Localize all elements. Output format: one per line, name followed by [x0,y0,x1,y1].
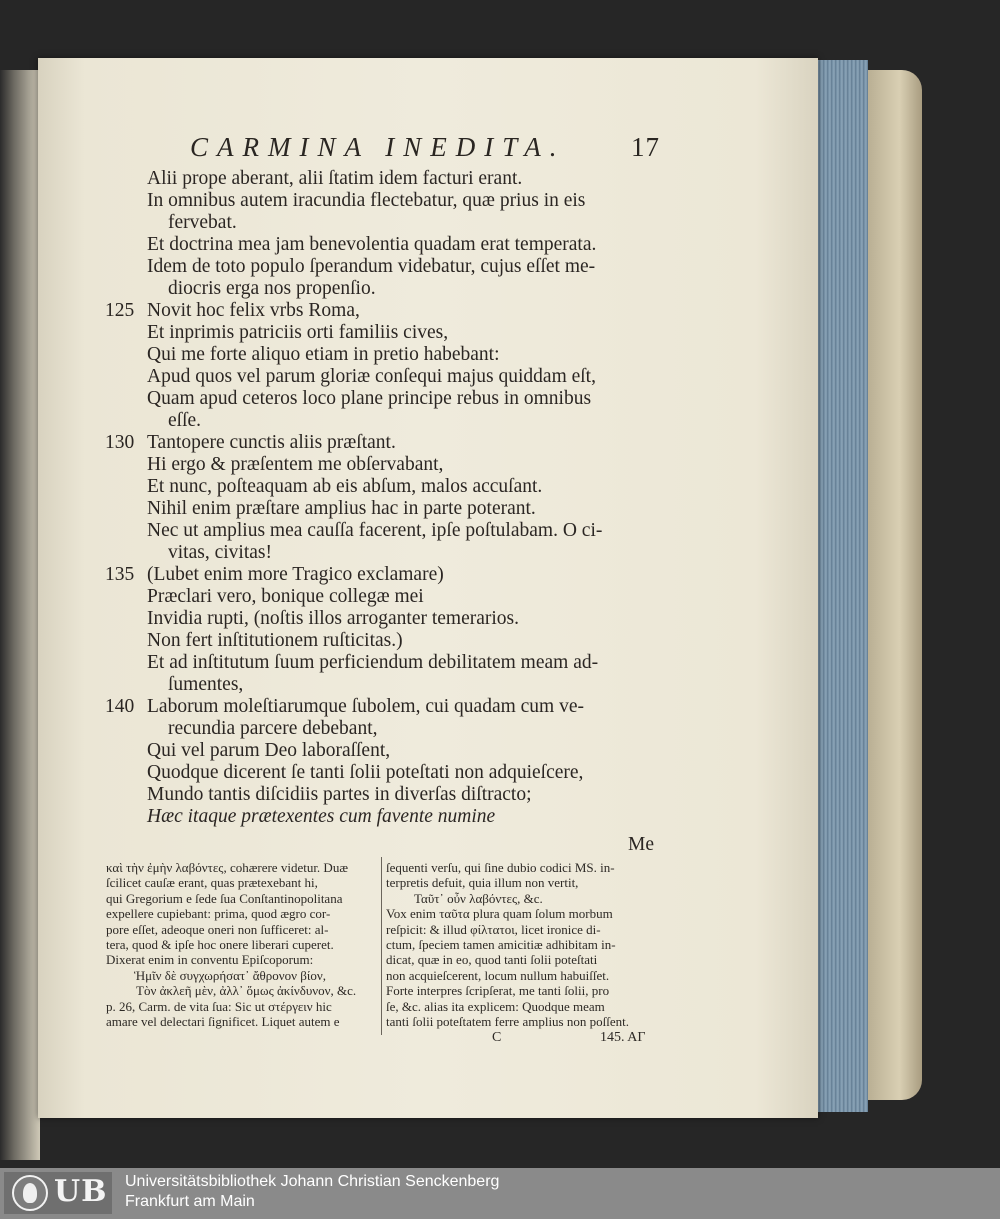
verse-line [105,234,665,256]
footnote-line: ctum, ſpeciem tamen amicitiæ adhibitam in- [386,936,616,952]
verse-text-line: diocris erga nos propenſio. [168,278,376,299]
verse-line [105,762,665,784]
verse-text-line: (Lubet enim more Tragico exclamare) [147,564,444,585]
verse-line [105,806,665,828]
catchword: Me [628,834,654,855]
footnote-line: terpretis defuit, quia illum non vertit, [386,875,579,891]
footnote-line: Vox enim ταῦτα plura quam ſolum morbum [386,906,613,922]
footnote-line: Forte interpres ſcripſerat, me tanti ſolii, pro [386,983,610,999]
verse-text-line: Et ad inſtitutum ſuum perficiendum debilitatem meam ad- [147,652,599,673]
footnote-line: ſcilicet cauſæ erant, quas prætexebant hi, [106,875,318,891]
verse-line [105,586,665,608]
library-name [125,1172,499,1212]
verse-text-line: Alii prope aberant, alii ſtatim idem facturi erant. [147,168,523,189]
verse-text-line: Et inprimis patriciis orti familiis cives, [147,322,449,343]
verse-line [105,652,665,674]
verse-text-line: Hæc itaque prætexentes cum favente numine [147,806,496,827]
verse-number: 125 [105,300,135,321]
verse-line [105,190,665,212]
verse-text-line: Hi ergo & præſentem me obſervabant, [147,454,444,475]
footnote-line: ſe, &c. alias ita explicem: Quodque meam [386,998,605,1014]
verse-line [105,784,665,806]
seal-icon [12,1175,48,1211]
logo-text: UB [54,1174,108,1209]
footnote-line: pore eſſet, adeoque oneri non ſufficeret: al- [106,921,329,937]
verse-line [105,344,665,366]
verse-text-line: Qui vel parum Deo laboraſſent, [147,740,391,761]
signature-mark: C [492,1030,502,1045]
verse-line [105,388,665,410]
verse-line [105,410,665,432]
verse-line [105,322,665,344]
footnote-line: dicat, quæ in eo, quod tanti ſolii poteſtati [386,952,598,968]
library-footer [0,1168,1000,1219]
verse-text-line: Laborum moleſtiarumque ſubolem, cui quadam cum ve- [147,696,584,717]
verse-text-line: Quam apud ceteros loco plane principe rebus in omnibus [147,388,592,409]
verse-line [105,432,665,454]
verse-number: 140 [105,696,135,717]
footnote-line: ſequenti verſu, qui ſine dubio codici MS. in- [386,860,615,875]
verse-text-line: Apud quos vel parum gloriæ conſequi majus quiddam eſt, [147,366,596,387]
running-header [190,132,660,164]
footnote-line: καὶ τὴν ἐμὴν λαβόντες, cohærere videtur. Duæ [106,860,348,875]
library-name-line1: Universitätsbibliothek Johann Christian Senckenberg [125,1173,500,1190]
verse-line [105,168,665,190]
verse-text-line: Præclari vero, bonique collegæ mei [147,586,424,607]
verse-line [105,674,665,696]
verse-text-line: Idem de toto populo ſperandum videbatur, cujus eſſet me- [147,256,596,277]
verse-line [105,542,665,564]
library-name-line2: Frankfurt am Main [125,1193,255,1210]
verse-line [105,608,665,630]
verse-text-line: Quodque dicerent ſe tanti ſolii poteſtati non adquieſcere, [147,762,584,783]
footnote-line: tanti ſolii poteſtatem ferre amplius non poſſent. [386,1013,629,1029]
verse-text-line: Tantopere cunctis aliis præſtant. [147,432,396,453]
footnote-line: Ἡμῖν δὲ συγχωρήσατ᾽ ἄθρονον βίον, [134,967,327,983]
verse-line [105,520,665,542]
verse-text-line: Et nunc, poſteaquam ab eis abſum, malos accuſant. [147,476,543,497]
verse-number: 135 [105,564,135,585]
verse-text [105,168,665,828]
footnote-line: reſpicit: & illud φίλτατοι, licet ironice di- [386,921,601,937]
verse-text-line: Invidia rupti, (noſtis illos arroganter temerarios. [147,608,520,629]
verse-line [105,366,665,388]
footnote-line: tera, quod & ipſe hoc onere liberari cuperet. [106,936,334,952]
footnotes-left-column [106,860,378,1029]
verse-line [105,718,665,740]
footnote-line: Τὸν ἀκλεῆ μὲν, ἀλλ᾽ ὅμως ἀκίνδυνον, &c. [136,983,357,999]
verse-line [105,696,665,718]
verse-text-line: Nec ut amplius mea cauſſa facerent, ipſe poſtulabam. O ci- [147,520,603,541]
verse-line [105,740,665,762]
verse-line [105,300,665,322]
verse-line [105,256,665,278]
verse-text-line: recundia parcere debebant, [168,718,378,739]
footnote-column-divider [381,857,382,1035]
footnote-line: Ταῦτ᾽ οὖν λαβόντες, &c. [414,890,543,906]
verse-line [105,498,665,520]
footnote-line: p. 26, Carm. de vita ſua: Sic ut στέργειν hic [106,998,332,1014]
verse-text-line: In omnibus autem iracundia flectebatur, quæ prius in eis [147,190,586,211]
footnote-line: amare vel delectari ſignificet. Liquet autem e [106,1013,340,1029]
verse-text-line: ſumentes, [168,674,244,695]
verse-line [105,630,665,652]
footnote-line: Dixerat enim in conventu Epiſcoporum: [106,952,314,968]
page-curl [866,70,922,1100]
verse-line [105,564,665,586]
running-title: CARMINA INEDITA. [190,132,566,162]
verse-text-line: Qui me forte aliquo etiam in pretio habebant: [147,344,500,365]
verse-text-line: Non fert inſtitutionem ruſticitas.) [147,630,403,651]
verse-line [105,454,665,476]
verse-text-line: eſſe. [168,410,202,431]
verse-number: 130 [105,432,135,453]
footnote-line: expellere cupiebant: prima, quod ægro cor- [106,906,331,922]
library-logo[interactable] [4,1172,112,1214]
footnotes-right-column [386,860,661,1029]
page-number: 17 [631,132,660,162]
footnote-line: qui Gregorium e ſede ſua Conſtantinopolitana [106,890,343,906]
verse-text-line: Et doctrina mea jam benevolentia quadam erat temperata. [147,234,597,255]
next-page-catchword: 145. ΑΓ [600,1030,646,1045]
verse-text-line: fervebat. [168,212,237,233]
footnote-line: non acquieſcerent, locum nullum habuiſſet. [386,967,610,983]
verse-text-line: Novit hoc felix vrbs Roma, [147,300,360,321]
left-page-edge [0,70,40,1160]
verse-text-line: Mundo tantis diſcidiis partes in diverſas diſtracto; [147,784,532,805]
page-fore-edge [816,60,868,1112]
verse-text-line: vitas, civitas! [168,542,272,563]
verse-text-line: Nihil enim præſtare amplius hac in parte poterant. [147,498,536,519]
verse-line [105,278,665,300]
verse-line [105,476,665,498]
verse-line [105,212,665,234]
